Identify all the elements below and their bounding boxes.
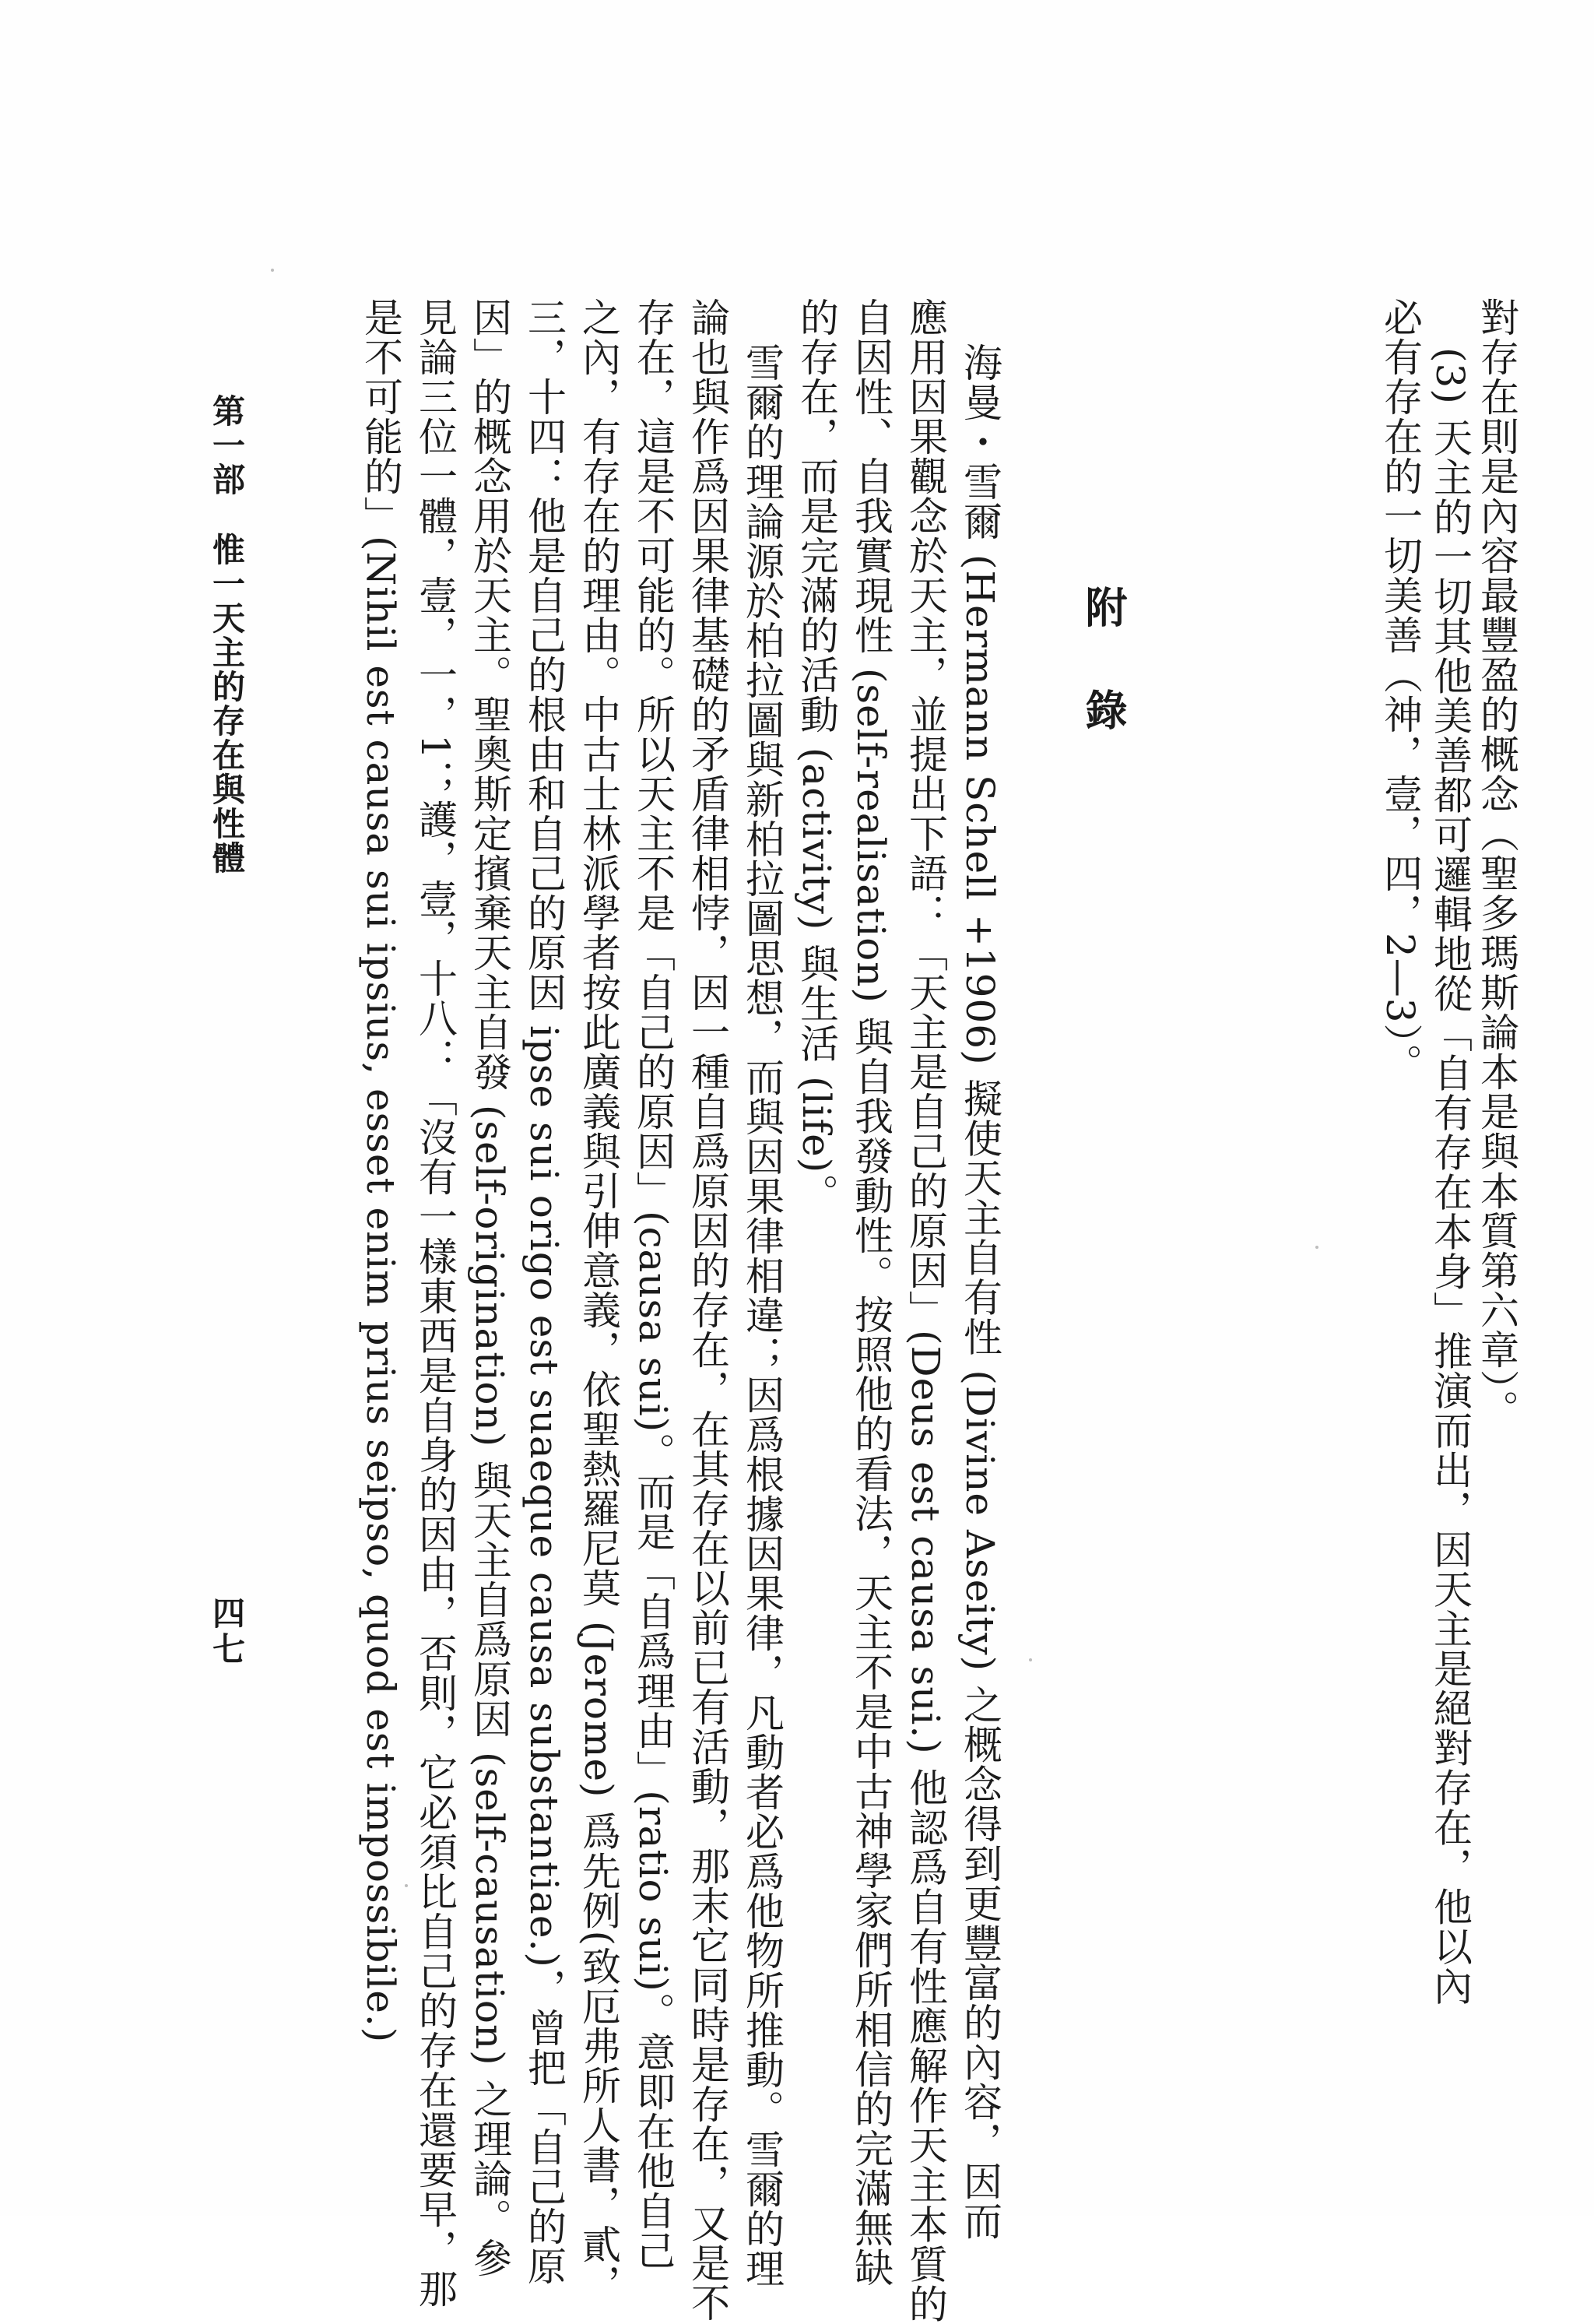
text-column-2: (3) 天主的一切其他美善都可邏輯地從「自有存在本身」推演而出，因天主是絕對存在，他以內 <box>1427 347 1473 2006</box>
section-heading-appendix: 附錄 <box>1079 585 1128 791</box>
scan-speck <box>405 1884 408 1887</box>
running-header <box>208 394 246 875</box>
scan-speck <box>271 269 274 272</box>
page-number: 四七 <box>208 1596 246 1668</box>
text-column-12: 三，十四：他是自己的根由和自己的原因 ipse sui origo est suaeque causa substantiae.)，曾把「自己的原 <box>521 297 567 2286</box>
running-header-part: 第一部 <box>208 394 246 497</box>
text-column-4: 海曼・雪爾 (Hermann Schell +1906) 擬使天主自有性 (Divine Aseity) 之概念得到更豐富的內容，因而 <box>957 343 1002 2241</box>
scan-speck <box>1315 1246 1318 1249</box>
running-header-title: 惟一天主的存在與性體 <box>208 533 246 875</box>
text-column-5: 應用因果觀念於天主，並提出下語：「天主是自己的原因」(Deus est causa sui.) 他認爲自有性應解作天主本質的 <box>903 297 948 2324</box>
scan-speck <box>1029 1658 1032 1661</box>
text-column-8: 雪爾的理論源於柏拉圖與新柏拉圖思想，而與因果律相違；因爲根據因果律，凡動者必爲他物所推動。雪爾的理 <box>739 343 785 2288</box>
text-column-14: 見論三位一體，壹，一，1；護，壹，十八：「沒有一樣東西是自身的因由，否則，它必須比自己的存在還要早，那 <box>413 297 458 2308</box>
text-column-3: 必有存在的一切美善（神，壹，四，2—3）。 <box>1378 297 1423 1084</box>
text-column-11: 之內，有存在的理由。中古士林派學者按此廣義與引伸意義，依聖熱羅尼莫 (Jerome) 爲先例(致厄弗所人書，貳， <box>576 297 621 2304</box>
text-column-7: 的存在，而是完滿的活動 (activity) 與生活 (life)。 <box>794 297 839 1214</box>
text-column-15: 是不可能的」(Nihil est causa sui ipsius, esset enim prius seipso, quod est impossibile.) <box>358 297 403 2044</box>
text-column-10: 存在，這是不可能的。所以天主不是「自己的原因」(causa sui)。而是「自爲理由」(ratio sui)。意即在他自己 <box>630 297 676 2270</box>
text-column-9: 論也與作爲因果律基礎的矛盾律相悖，因一種自爲原因的存在，在其存在以前已有活動，那末它同時是存在，又是不 <box>685 297 730 2322</box>
text-column-1: 對存在則是內容最豐盈的概念（聖多瑪斯論本是與本質第六章）。 <box>1474 297 1519 1429</box>
text-column-6: 自因性、自我實現性 (self-realisation) 與自我發動性。按照他的看法，天主不是中古神學家們所相信的完滿無缺 <box>848 297 894 2287</box>
text-column-13: 因」的概念用於天主。聖奧斯定擯棄天主自發 (self-origination) 與天主自爲原因 (self-causation) 之理論。參 <box>467 297 512 2278</box>
